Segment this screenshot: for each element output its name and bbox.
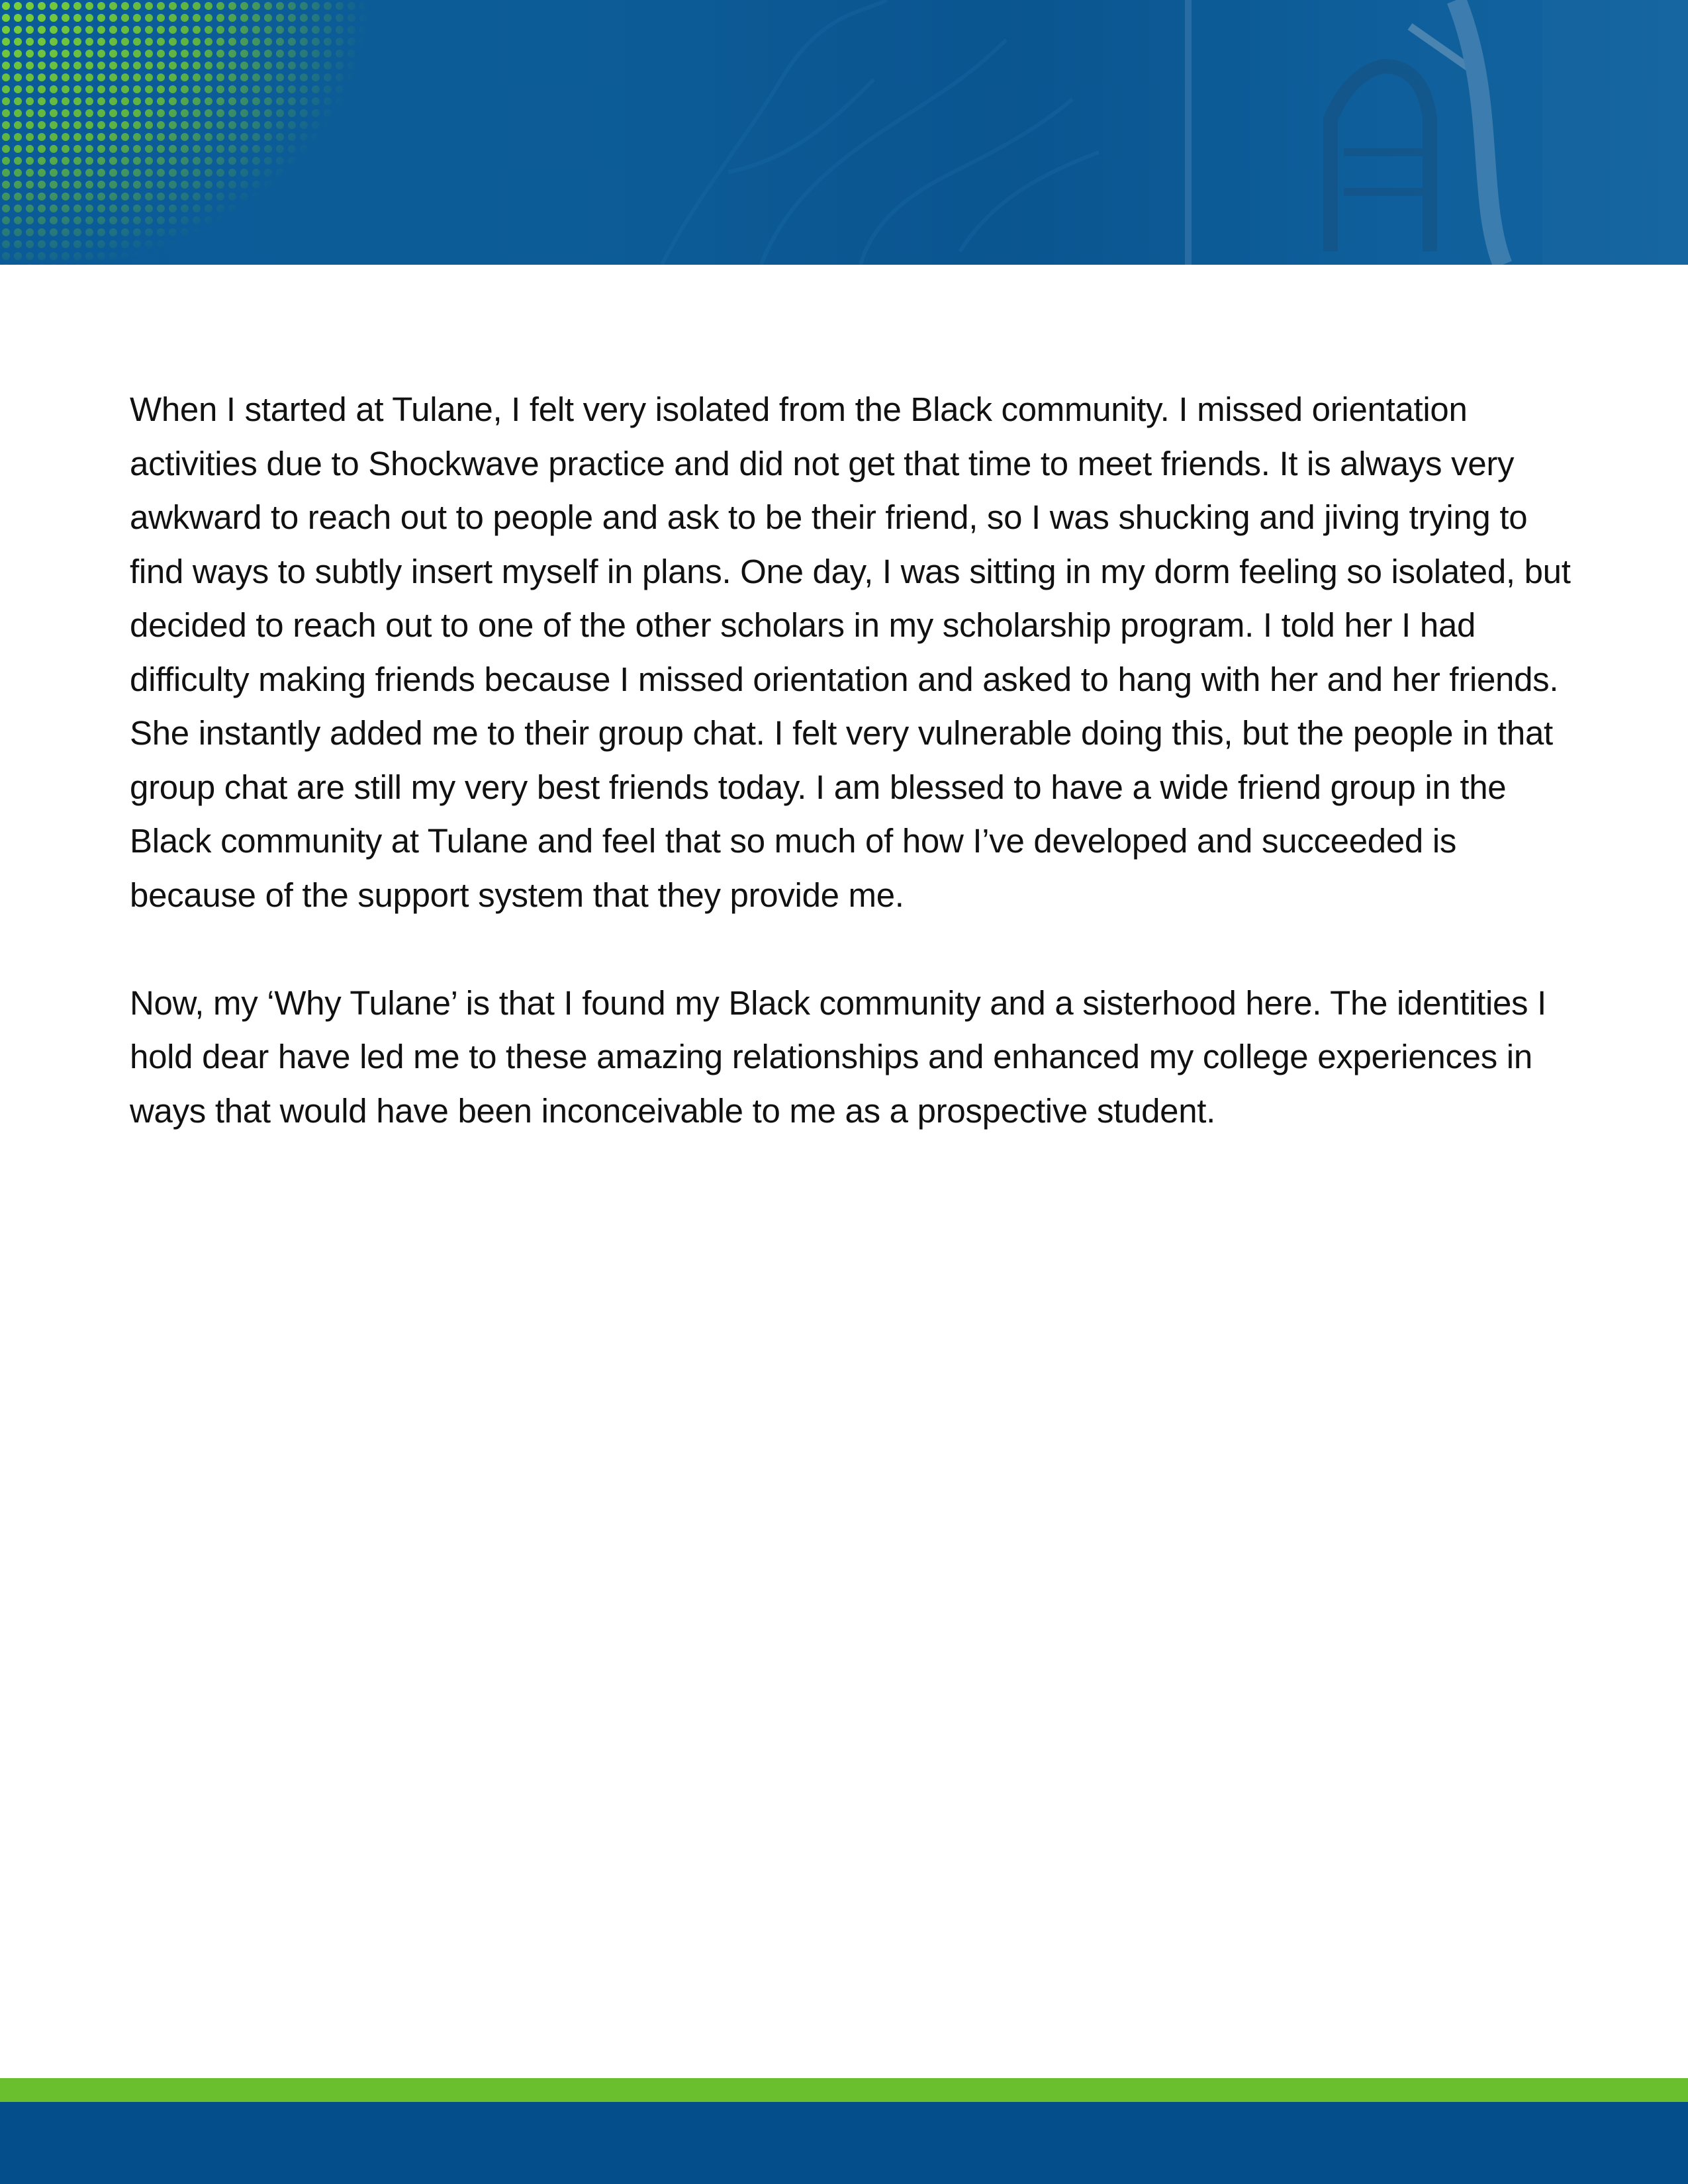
article-paragraph-2: Now, my ‘Why Tulane’ is that I found my Black community and a sisterhood here. The identities I hold dear have led me to these amazing relationships and enhanced my college experiences in ways that would have been inconceivable to me as a prospective student. — [130, 983, 1546, 1130]
article-paragraph-1: When I started at Tulane, I felt very isolated from the Black community. I missed orientation activities due to Shockwave practice and did not get that time to meet friends. It is always very awkward to reach out to people and ask to be their friend, so I was shucking and jiving trying to find ways to subtly insert myself in plans. One day, I was sitting in my dorm feeling so isolated, but decided to reach out to one of the other scholars in my scholarship program. I told her I had difficulty making friends because I missed orientation and asked to hang with her and her friends. She instantly added me to their group chat. I felt very vulnerable doing this, but the people in that group chat are still my very best friends today. I am blessed to have a wide friend group in the Black community at Tulane and feel that so much of how I’ve developed and succeeded is because of the support system that they provide me. — [130, 390, 1571, 914]
footer-blue-band — [0, 2102, 1688, 2184]
footer-green-stripe — [0, 2078, 1688, 2102]
header-banner — [0, 0, 1688, 265]
article-body — [130, 383, 1573, 1192]
halftone-dots — [0, 0, 410, 265]
header-photo-overlay — [0, 0, 1688, 265]
